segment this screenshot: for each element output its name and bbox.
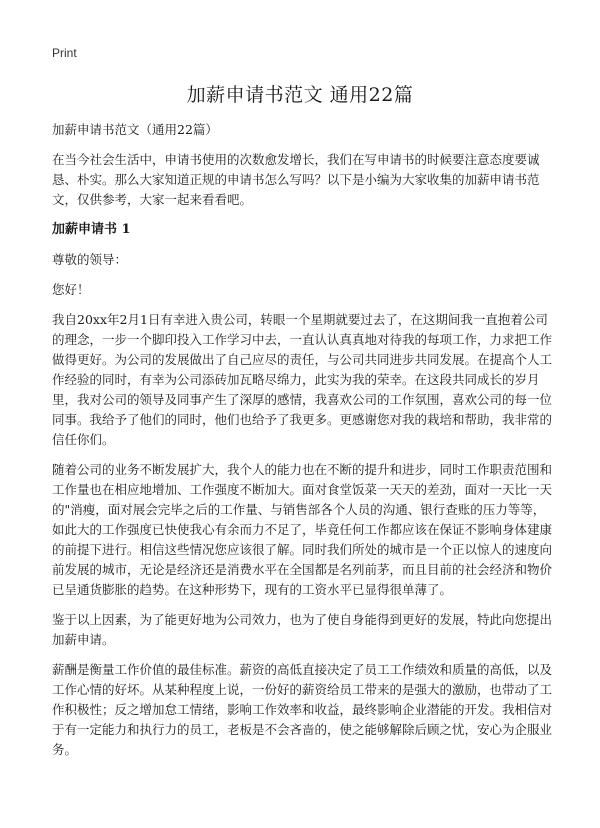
section-heading: 加薪申请书 1 — [52, 222, 131, 237]
body-paragraph: 我自20xx年2月1日有幸进入贵公司，转眼一个星期就要过去了，在这期间我一直抱着公司的理念，一步一个脚印投入工作学习中去，一直认认真真地对待我的每项工作，力求把工作做得更好。为公司的发展做出了自己应尽的责任，与公司共同进步共同发展。在提高个人工作经验的同时，有幸为公司添砖加瓦略尽绵力，此实为我的荣幸。在这段共同成长的岁月里，我对公司的领导及同事产生了深厚的感情，我喜欢公司的工作氛围，喜欢公司的每一位同事。我给予了他们的同时，他们也给予了我更多。更感谢您对我的栽培和帮助，我非常的信任你们。 — [52, 312, 553, 447]
salutation: 您好！ — [52, 282, 90, 297]
page-title: 加薪申请书范文 通用22篇 — [186, 84, 414, 106]
greeting: 尊敬的领导： — [52, 252, 128, 267]
article-subtitle: 加薪申请书范文（通用22篇） — [52, 122, 218, 137]
intro-paragraph: 在当今社会生活中，申请书使用的次数愈发增长，我们在写申请书的时候要注意态度要诚恳、朴实。那么大家知道正规的申请书怎么写吗？以下是小编为大家收集的加薪申请书范文，仅供参考，大家一起来看看吧。 — [52, 152, 540, 207]
body-paragraph: 鉴于以上因素，为了能更好地为公司效力，也为了使自身能得到更好的发展，特此向您提出加薪申请。 — [52, 612, 553, 647]
print-link[interactable]: Print — [52, 46, 77, 60]
body-paragraph: 薪酬是衡量工作价值的最佳标准。薪资的高低直接决定了员工工作绩效和质量的高低，以及工作心情的好坏。从某种程度上说，一份好的薪资给员工带来的是强大的激励，也带动了工作积极性；反之增加怠工情绪，影响工作效率和收益，最终影响企业潜能的开发。我相信对于有一定能力和执行力的员工，老板是不会吝啬的，使之能够解除后顾之忧，安心为企服业务。 — [52, 662, 553, 757]
article-body — [52, 120, 552, 770]
body-paragraph: 随着公司的业务不断发展扩大，我个人的能力也在不断的提升和进步，同时工作职责范围和工作量也在相应地增加、工作强度不断加大。面对食堂饭菜一天天的差劲，面对一天比一天的"消瘦，面对展会完毕之后的工作量、与销售部各个人员的沟通、银行查账的压力等等， 如此大的工作强度已快使我心有余而力不足了，毕竟任何工作都应该在保证不影响身体建康的前提下进行。相信这些情况您应该很了解。同时我们所处的城市是一个正以惊人的速度向前发展的城市，无论是经济还是消费水平在全国都是名列前茅，而且目前的社会经济和物价已呈通货膨胀的趋势。在这种形势下，现有的工资水平已显得很单薄了。 — [52, 462, 553, 597]
